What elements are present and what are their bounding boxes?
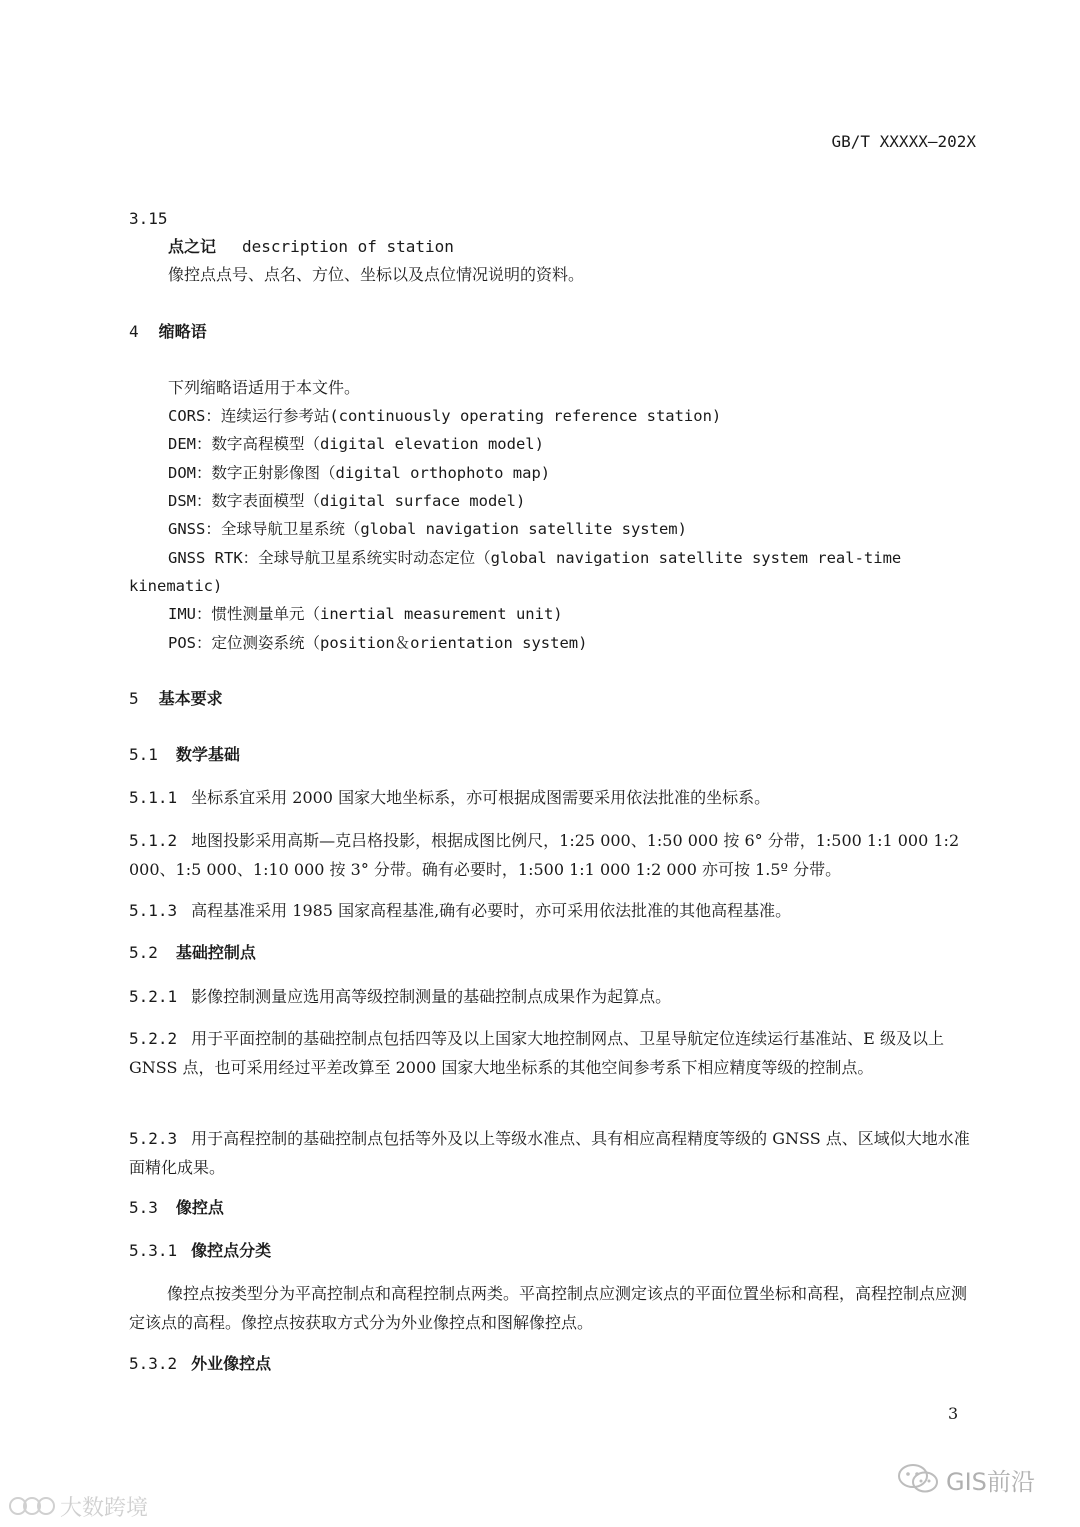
section-5-3-heading [129,1194,224,1222]
term-number: 3.15 [129,209,168,228]
watermark-right [896,1462,1035,1496]
section-5-3-2-number: 5.3.2 [129,1354,178,1373]
section-5-3-1-number: 5.3.1 [129,1241,178,1260]
clause-text: 用于平面控制的基础控制点包括四等及以上国家大地控制网点、卫星导航定位连续运行基准站、E 级及以上 GNSS 点，也可采用经过平差改算至 2000 国家大地坐标系的其他空间参考系下相应精度等级的控制点。 [129,1029,944,1077]
clause-5-1-2 [129,826,977,884]
section-5-title: 基本要求 [158,689,223,708]
chat-bubble-icon [896,1463,940,1495]
section-5-number: 5 [129,689,139,708]
watermark-left-text: 大数跨境 [60,1495,149,1521]
clause-5-2-1 [129,982,977,1011]
section-5-3-1-title: 像控点分类 [191,1241,272,1260]
clause-5-2-3 [129,1124,977,1182]
section-5-1-number: 5.1 [129,745,158,764]
clause-5-1-3 [129,896,977,925]
abbrev-dom: DOM：数字正射影像图（digital orthophoto map) [168,464,551,482]
clause-text: 影像控制测量应选用高等级控制测量的基础控制点成果作为起算点。 [191,987,672,1006]
abbrev-cors: CORS：连续运行参考站(continuously operating reference station) [168,407,722,425]
watermark-logo-icon [8,1492,56,1520]
section-5-3-2-title: 外业像控点 [191,1354,272,1373]
abbrev-imu: IMU：惯性测量单元（inertial measurement unit) [168,605,563,623]
clause-number: 5.2.2 [129,1029,178,1048]
section-5-3-1-heading [129,1237,271,1265]
abbrev-dsm: DSM：数字表面模型（digital surface model) [168,492,526,510]
watermark-left [8,1490,148,1522]
abbrev-gnss-rtk-cont: kinematic) [129,577,223,595]
clause-5-1-1 [129,783,977,812]
clause-text: 地图投影采用高斯—克吕格投影，根据成图比例尺，1:25 000、1:50 000 按 6° 分带，1:500 1:1 000 1:2 000、1:5 000、1:10 000 按 3° 分带。确有必要时，1:500 1:1 000 1:2 000 亦可按 1.5º 分带。 [129,831,960,879]
clause-text: 用于高程控制的基础控制点包括等外及以上等级水准点、具有相应高程精度等级的 GNSS 点、区域似大地水准面精化成果。 [129,1129,970,1177]
section-4-number: 4 [129,322,139,341]
watermark-right-text: GIS前沿 [946,1467,1035,1496]
abbrev-pos: POS：定位测姿系统（position＆orientation system) [168,634,588,652]
page-number: 3 [948,1404,959,1423]
clause-text: 高程基准采用 1985 国家高程基准,确有必要时，亦可采用依法批准的其他高程基准。 [191,901,792,920]
clause-5-2-2 [129,1024,977,1082]
section-5-2-title: 基础控制点 [175,943,256,962]
clause-number: 5.1.1 [129,788,178,807]
clause-number: 5.2.1 [129,987,178,1006]
section-5-3-number: 5.3 [129,1198,158,1217]
section-4-title: 缩略语 [158,322,207,341]
term-english: description of station [242,237,454,256]
section-5-3-title: 像控点 [175,1198,224,1217]
section-5-3-2-heading [129,1350,271,1378]
section-5-2-number: 5.2 [129,943,158,962]
document-code: GB/T XXXXX—202X [831,132,976,151]
abbrev-gnss-rtk: GNSS RTK：全球导航卫星系统实时动态定位（global navigation satellite system real-time [168,549,902,567]
clause-5-3-1-body: 像控点按类型分为平高控制点和高程控制点两类。平高控制点应测定该点的平面位置坐标和高程，高程控制点应测定该点的高程。像控点按获取方式分为外业像控点和图解像控点。 [129,1284,968,1332]
term-line [168,233,454,261]
abbrev-gnss: GNSS：全球导航卫星系统（global navigation satellite system) [168,520,687,538]
section-5-1-heading [129,741,240,769]
section-5-heading [129,685,223,713]
clause-text: 坐标系宜采用 2000 国家大地坐标系，亦可根据成图需要采用依法批准的坐标系。 [191,788,771,807]
section-4-heading [129,318,207,346]
clause-number: 5.2.3 [129,1129,178,1148]
section-5-1-title: 数学基础 [175,745,240,764]
section-4-intro: 下列缩略语适用于本文件。 [168,378,361,397]
clause-number: 5.1.3 [129,901,178,920]
abbrev-dem: DEM：数字高程模型（digital elevation model) [168,435,544,453]
term-chinese: 点之记 [168,237,217,256]
section-5-2-heading [129,939,256,967]
clause-number: 5.1.2 [129,831,178,850]
term-definition: 像控点点号、点名、方位、坐标以及点位情况说明的资料。 [168,265,585,284]
